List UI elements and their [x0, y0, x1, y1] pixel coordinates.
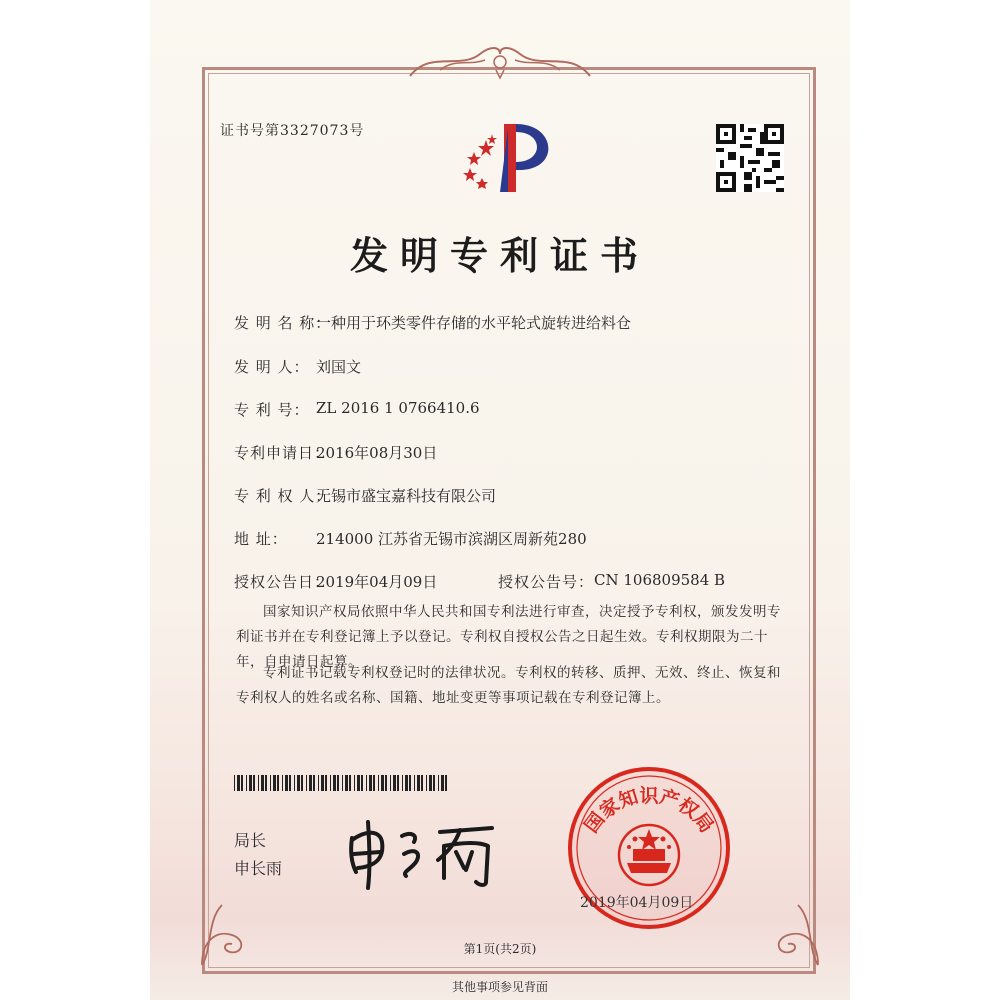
seal-text: 国家知识产权局: [580, 784, 718, 838]
inventor-label: 发 明 人：: [234, 358, 310, 376]
legal-status-paragraph: 专利证书记载专利权登记时的法律状况。专利权的转移、质押、无效、终止、恢复和专利权人的姓名或名称、国籍、地址变更等事项记载在专利登记簿上。: [236, 665, 781, 706]
address-value: 214000 江苏省无锡市滨湖区周新苑280: [316, 530, 587, 548]
patent-number-value: ZL 2016 1 0766410.6: [316, 399, 480, 417]
grant-date-value: 2019年04月09日: [316, 573, 438, 591]
back-side-note: 其他事项参见背面: [451, 980, 548, 994]
invention-name-value: 一种用于环类零件存储的水平轮式旋转进给料仓: [316, 314, 632, 332]
page-indicator: 第1页(共2页): [463, 942, 537, 956]
certificate-number: 证书号第3327073号: [220, 123, 365, 139]
grant-date-label: 授权公告日：: [234, 573, 331, 591]
patent-office-logo: [456, 118, 566, 198]
address-label: 地 址：: [234, 530, 288, 548]
seal-date: 2019年04月09日: [580, 895, 694, 911]
filing-date-label: 专利申请日：: [234, 444, 331, 462]
patentee-value: 无锡市盛宝嘉科技有限公司: [316, 487, 497, 505]
patent-number-label: 专 利 号：: [234, 401, 310, 419]
bottom-right-ornament: [758, 890, 828, 970]
grant-number-value: CN 106809584 B: [594, 571, 726, 589]
grant-statement-paragraph: 国家知识产权局依照中华人民共和国专利法进行审查，决定授予专利权，颁发发明专利证书并在专利登记簿上予以登记。专利权自授权公告之日起生效。专利权期限为二十年，自申请日起算。: [236, 604, 781, 670]
patentee-label: 专 利 权 人：: [234, 487, 332, 505]
grant-number-label: 授权公告号：: [498, 573, 595, 591]
top-ornament: [400, 40, 600, 82]
signer-name: 申长雨: [234, 859, 283, 878]
signer-title: 局长: [234, 831, 267, 850]
invention-name-label: 发 明 名 称：: [234, 314, 332, 332]
bottom-left-ornament: [192, 890, 262, 970]
inventor-value: 刘国文: [316, 358, 362, 376]
certificate-title: 发明专利证书: [349, 233, 650, 278]
qr-code: [716, 124, 784, 192]
filing-date-value: 2016年08月30日: [316, 444, 438, 462]
handwritten-signature: [340, 812, 510, 892]
barcode: [234, 775, 448, 791]
